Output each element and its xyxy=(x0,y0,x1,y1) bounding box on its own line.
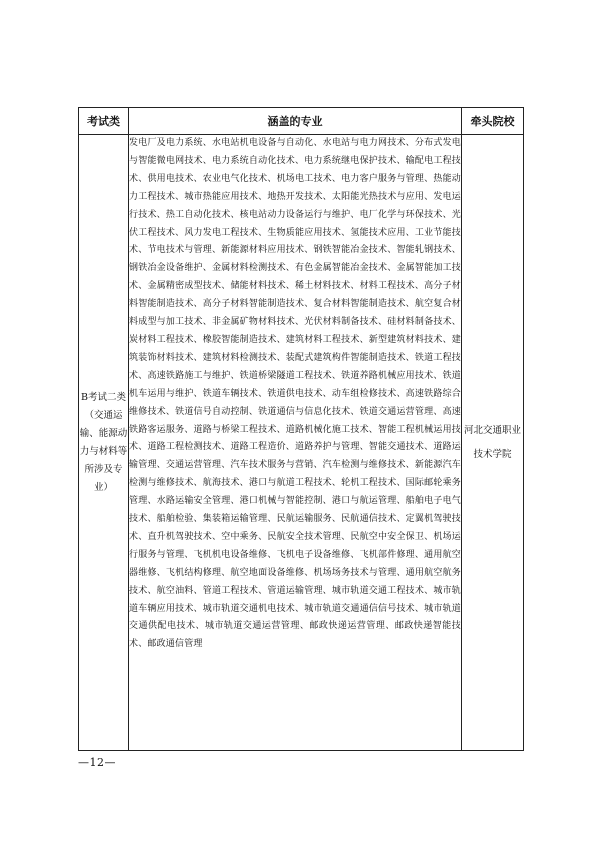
majors-table xyxy=(78,107,524,751)
table-row xyxy=(79,135,524,751)
table-header-row xyxy=(79,108,524,135)
header-lead-school: 牵头院校 xyxy=(462,108,524,135)
lead-school-cell: 河北交通职业技术学院 xyxy=(462,135,524,751)
header-exam-category: 考试类 xyxy=(79,108,129,135)
exam-category-cell: B考试二类（交通运输、能源动力与材料等所涉及专业） xyxy=(79,135,129,751)
majors-cell: 发电厂及电力系统、水电站机电设备与自动化、水电站与电力网技术、分布式发电与智能微电网技术、电力系统自动化技术、电力系统继电保护技术、输配电工程技术、供用电技术、农业电气化技术、机场电工技术、电力客户服务与管理、热能动力工程技术、城市热能应用技术、地热开发技术、太阳能光热技术与应用、发电运行技术、热工自动化技术、核电站动力设备运行与维护、电厂化学与环保技术、光伏工程技术、风力发电工程技术、生物质能应用技术、氢能技术应用、工业节能技术、节电技术与管理、新能源材料应用技术、钢铁智能冶金技术、智能轧钢技术、钢铁冶金设备维护、金属材料检测技术、有色金属智能冶金技术、金属智能加工技术、金属精密成型技术、储能材料技术、稀土材料技术、材料工程技术、高分子材料智能制造技术、高分子材料智能制造技术、复合材料智能制造技术、航空复合材料成型与加工技术、非金属矿物材料技术、光伏材料制备技术、硅材料制备技术、炭材料工程技术、橡胶智能制造技术、建筑材料工程技术、新型建筑材料技术、建筑装饰材料技术、建筑材料检测技术、装配式建筑构件智能制造技术、铁道工程技术、高速铁路施工与维护、铁道桥梁隧道工程技术、铁道养路机械应用技术、铁道机车运用与维护、铁道车辆技术、铁道供电技术、动车组检修技术、高速铁路综合维修技术、铁道信号自动控制、铁道通信与信息化技术、铁道交通运营管理、高速铁路客运服务、道路与桥梁工程技术、道路机械化施工技术、智能工程机械运用技术、道路工程检测技术、道路工程造价、道路养护与管理、智能交通技术、道路运输管理、交通运营管理、汽车技术服务与营销、汽车检测与维修技术、新能源汽车检测与维修技术、航海技术、港口与航道工程技术、轮机工程技术、国际邮轮乘务管理、水路运输安全管理、港口机械与智能控制、港口与航运管理、船舶电子电气技术、船舶检验、集装箱运输管理、民航运输服务、民航通信技术、定翼机驾驶技术、直升机驾驶技术、空中乘务、民航安全技术管理、民航空中安全保卫、机场运行服务与管理、飞机机电设备维修、飞机电子设备维修、飞机部件修理、通用航空器维修、飞机结构修理、航空地面设备维修、机场场务技术与管理、通用航空航务技术、航空油料、管道工程技术、管道运输管理、城市轨道交通工程技术、城市轨道车辆应用技术、城市轨道交通机电技术、城市轨道交通通信信号技术、城市轨道交通供配电技术、城市轨道交通运营管理、邮政快递运营管理、邮政快递智能技术、邮政通信管理 xyxy=(129,135,462,751)
page-number: —12— xyxy=(78,756,116,769)
header-covered-majors: 涵盖的专业 xyxy=(129,108,462,135)
